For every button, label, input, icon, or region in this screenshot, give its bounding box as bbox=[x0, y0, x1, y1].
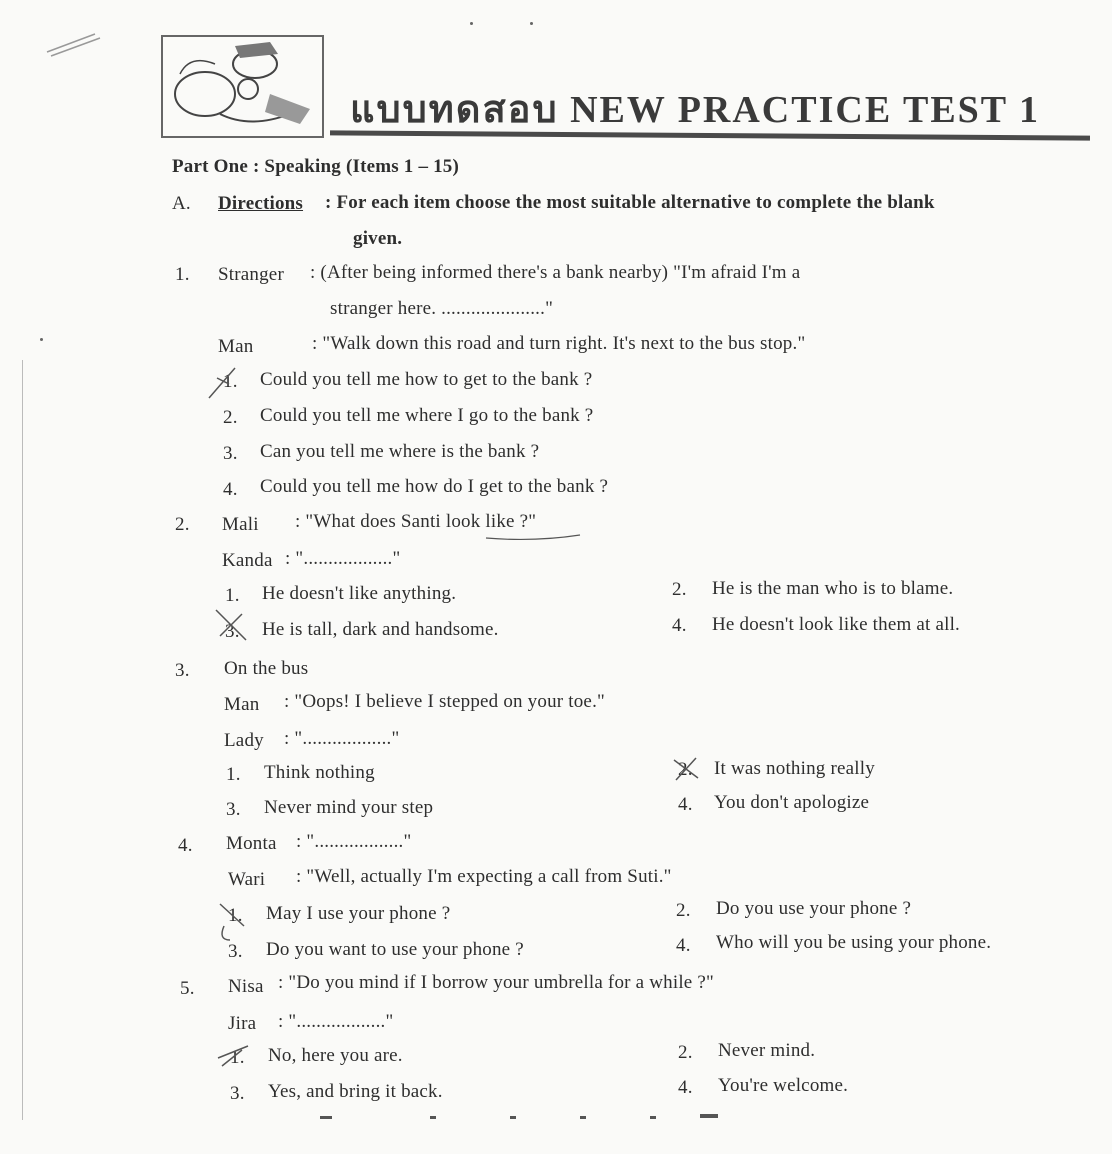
dialogue-line: : ".................." bbox=[278, 1011, 394, 1032]
scan-margin-line bbox=[22, 360, 23, 1120]
option-text[interactable]: Could you tell me how do I get to the bank ? bbox=[260, 476, 609, 497]
option-text[interactable]: He is tall, dark and handsome. bbox=[262, 619, 499, 640]
option-number[interactable]: 4. bbox=[678, 794, 693, 815]
speaker-name: Man bbox=[218, 336, 254, 357]
question-number: 3. bbox=[175, 660, 190, 681]
pencil-answer-mark-icon bbox=[214, 1040, 254, 1070]
question-number: 4. bbox=[178, 835, 193, 856]
question-number: 5. bbox=[180, 978, 195, 999]
pencil-underline-mark bbox=[484, 532, 584, 542]
speaker-name: Nisa bbox=[228, 976, 264, 997]
dialogue-line: : "Walk down this road and turn right. It's next to the bus stop." bbox=[312, 333, 806, 354]
speaker-name: Wari bbox=[228, 869, 266, 890]
pencil-scribble-mark bbox=[45, 30, 105, 60]
option-number[interactable]: 3. bbox=[230, 1083, 245, 1104]
option-number[interactable]: 4. bbox=[672, 615, 687, 636]
scan-speck bbox=[470, 22, 473, 25]
question-number: 2. bbox=[175, 514, 190, 535]
directions-label: Directions bbox=[218, 193, 304, 214]
option-number[interactable]: 1. bbox=[225, 585, 240, 606]
option-number[interactable]: 2. bbox=[676, 900, 691, 921]
option-number[interactable]: 1. bbox=[223, 371, 238, 392]
option-number[interactable]: 4. bbox=[678, 1077, 693, 1098]
option-number[interactable]: 1. bbox=[228, 905, 243, 926]
directions-line-1: : For each item choose the most suitable alternative to complete the blank bbox=[325, 192, 935, 213]
section-letter: A. bbox=[172, 193, 191, 214]
speaker-name: Jira bbox=[228, 1013, 257, 1034]
option-text[interactable]: Never mind. bbox=[718, 1040, 816, 1061]
speaker-name: Kanda bbox=[222, 550, 273, 571]
option-text[interactable]: May I use your phone ? bbox=[266, 903, 451, 924]
option-number[interactable]: 3. bbox=[225, 621, 240, 642]
test-title: แบบทดสอบ NEW PRACTICE TEST 1 bbox=[350, 89, 1040, 131]
option-number[interactable]: 3. bbox=[223, 443, 238, 464]
option-text[interactable]: Who will you be using your phone. bbox=[716, 932, 992, 953]
cartoon-logo-icon bbox=[160, 34, 325, 139]
option-text[interactable]: Could you tell me how to get to the bank ? bbox=[260, 369, 593, 390]
option-number[interactable]: 3. bbox=[228, 941, 243, 962]
option-number[interactable]: 1. bbox=[226, 764, 241, 785]
option-number[interactable]: 2. bbox=[672, 579, 687, 600]
option-number[interactable]: 4. bbox=[223, 479, 238, 500]
scene-label: On the bus bbox=[224, 658, 309, 679]
speaker-name: Mali bbox=[222, 514, 259, 535]
cut-off-next-line bbox=[230, 1112, 730, 1124]
option-number[interactable]: 3. bbox=[226, 799, 241, 820]
dialogue-line: : (After being informed there's a bank nearby) "I'm afraid I'm a bbox=[310, 262, 801, 283]
dialogue-line: : "Oops! I believe I stepped on your toe." bbox=[284, 691, 605, 712]
dialogue-line: stranger here. ....................." bbox=[330, 298, 554, 319]
option-text[interactable]: Never mind your step bbox=[264, 797, 434, 818]
option-text[interactable]: Can you tell me where is the bank ? bbox=[260, 441, 540, 462]
option-text[interactable]: No, here you are. bbox=[268, 1045, 403, 1066]
speaker-name: Man bbox=[224, 694, 260, 715]
directions-line-2: given. bbox=[353, 228, 403, 249]
option-number[interactable]: 1. bbox=[230, 1047, 245, 1068]
option-text[interactable]: Think nothing bbox=[264, 762, 375, 783]
option-text[interactable]: It was nothing really bbox=[714, 758, 875, 779]
option-text[interactable]: Yes, and bring it back. bbox=[268, 1081, 443, 1102]
dialogue-line: : "Do you mind if I borrow your umbrella for a while ?" bbox=[278, 972, 714, 993]
dialogue-line: : "Well, actually I'm expecting a call from Suti." bbox=[296, 866, 672, 887]
question-number: 1. bbox=[175, 264, 190, 285]
speaker-name: Monta bbox=[226, 833, 277, 854]
dialogue-line: : "What does Santi look like ?" bbox=[295, 511, 537, 532]
dialogue-line: : ".................." bbox=[285, 548, 401, 569]
pencil-answer-mark-icon bbox=[205, 362, 245, 402]
option-text[interactable]: He doesn't look like them at all. bbox=[712, 614, 960, 635]
option-number[interactable]: 4. bbox=[676, 935, 691, 956]
scan-speck bbox=[530, 22, 533, 25]
part-title: Part One : Speaking (Items 1 – 15) bbox=[172, 156, 460, 177]
option-text[interactable]: You're welcome. bbox=[718, 1075, 849, 1096]
option-text[interactable]: Do you want to use your phone ? bbox=[266, 939, 524, 960]
option-text[interactable]: Could you tell me where I go to the bank ? bbox=[260, 405, 594, 426]
dialogue-line: : ".................." bbox=[284, 728, 400, 749]
option-text[interactable]: He doesn't like anything. bbox=[262, 583, 457, 604]
speaker-name: Lady bbox=[224, 730, 264, 751]
option-number[interactable]: 2. bbox=[223, 407, 238, 428]
pencil-answer-mark-icon bbox=[212, 606, 252, 646]
scan-speck bbox=[40, 338, 43, 341]
option-number[interactable]: 2. bbox=[678, 1042, 693, 1063]
option-text[interactable]: Do you use your phone ? bbox=[716, 898, 912, 919]
pencil-answer-mark-icon bbox=[214, 896, 254, 946]
option-text[interactable]: He is the man who is to blame. bbox=[712, 578, 954, 599]
option-number[interactable]: 2. bbox=[678, 759, 693, 780]
speaker-name: Stranger bbox=[218, 264, 284, 285]
option-text[interactable]: You don't apologize bbox=[714, 792, 870, 813]
pencil-answer-mark-icon bbox=[670, 752, 704, 786]
dialogue-line: : ".................." bbox=[296, 831, 412, 852]
